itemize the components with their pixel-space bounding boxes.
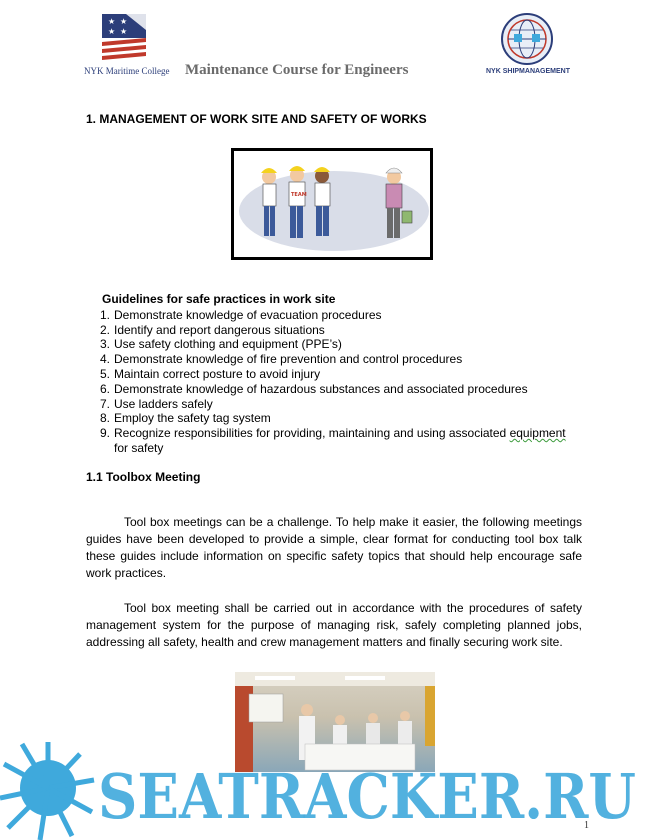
list-item-number: 1.: [100, 307, 111, 322]
paragraph-toolbox-procedure: Tool box meeting shall be carried out in accordance with the procedures of safety management system for the purpose of managing risk, safely completing planned jobs, addressing all safety, health and crew management matters and finally securing work site.: [86, 601, 582, 649]
list-item: [100, 397, 572, 412]
right-logo-caption: NYK SHIPMANAGEMENT: [486, 68, 571, 75]
seatracker-watermark: [0, 740, 645, 840]
nyk-maritime-college-logo: [100, 12, 148, 62]
list-item-text: Use ladders safely: [114, 396, 213, 411]
list-item-number: 9.: [100, 426, 111, 441]
list-item-text: Demonstrate knowledge of evacuation procedures: [114, 307, 382, 322]
subsection-title: 1.1 Toolbox Meeting: [86, 470, 201, 484]
guidelines-title: Guidelines for safe practices in work site: [102, 292, 336, 306]
list-item: [100, 323, 572, 338]
list-item-text: Demonstrate knowledge of hazardous substances and associated procedures: [114, 381, 528, 396]
svg-text:★: ★: [120, 17, 128, 26]
list-item: [100, 382, 572, 397]
list-item-number: 8.: [100, 411, 111, 426]
team-safety-illustration: [231, 148, 433, 260]
nyk-shipmanagement-logo: [500, 12, 554, 66]
list-item-text: Recognize responsibilities for providing, maintaining and using associated: [114, 426, 507, 441]
list-item-number: 4.: [100, 352, 111, 367]
list-item-text: Identify and report dangerous situations: [114, 322, 325, 337]
list-item: [100, 337, 572, 352]
shirt-text: TEAM: [291, 192, 307, 198]
watermark-text: SEATRACKER.RU: [98, 760, 636, 833]
list-item: [100, 352, 572, 367]
course-title: Maintenance Course for Engineers: [185, 62, 409, 78]
list-item-text: Employ the safety tag system: [114, 411, 271, 426]
team-workers-image: [234, 151, 430, 257]
list-item-text: Use safety clothing and equipment (PPE’s): [114, 337, 342, 352]
list-item-number: 7.: [100, 396, 111, 411]
list-item-number: 2.: [100, 322, 111, 337]
section-title: 1. MANAGEMENT OF WORK SITE AND SAFETY OF WORKS: [86, 112, 427, 126]
list-item-text: Maintain correct posture to avoid injury: [114, 366, 321, 381]
svg-text:★: ★: [108, 27, 116, 36]
list-item-text: Demonstrate knowledge of fire prevention and control procedures: [114, 352, 463, 367]
list-item-number: 6.: [100, 381, 111, 396]
page-number: 1: [584, 820, 589, 831]
guidelines-block: [102, 292, 572, 456]
list-item: [100, 367, 572, 382]
list-item: [100, 411, 572, 426]
list-item: [100, 426, 572, 456]
list-item-number: 5.: [100, 366, 111, 381]
list-item-number: 3.: [100, 337, 111, 352]
svg-text:★: ★: [108, 17, 116, 26]
sun-burst-icon: [0, 742, 94, 840]
svg-text:★: ★: [120, 27, 128, 36]
guidelines-list: [102, 308, 572, 456]
paragraph-toolbox-intro: Tool box meetings can be a challenge. To help make it easier, the following meetings guides have been developed to provide a simple, clear format for conducting tool box talk these guides include information on specific safety topics that should help encourage safe work practices.: [86, 515, 582, 580]
list-item: [100, 308, 572, 323]
left-logo-caption: NYK Maritime College: [84, 66, 170, 76]
list-item-text-end: for safety: [114, 440, 164, 455]
page-header: [0, 0, 645, 90]
list-item-text-underlined: equipment: [509, 426, 566, 441]
